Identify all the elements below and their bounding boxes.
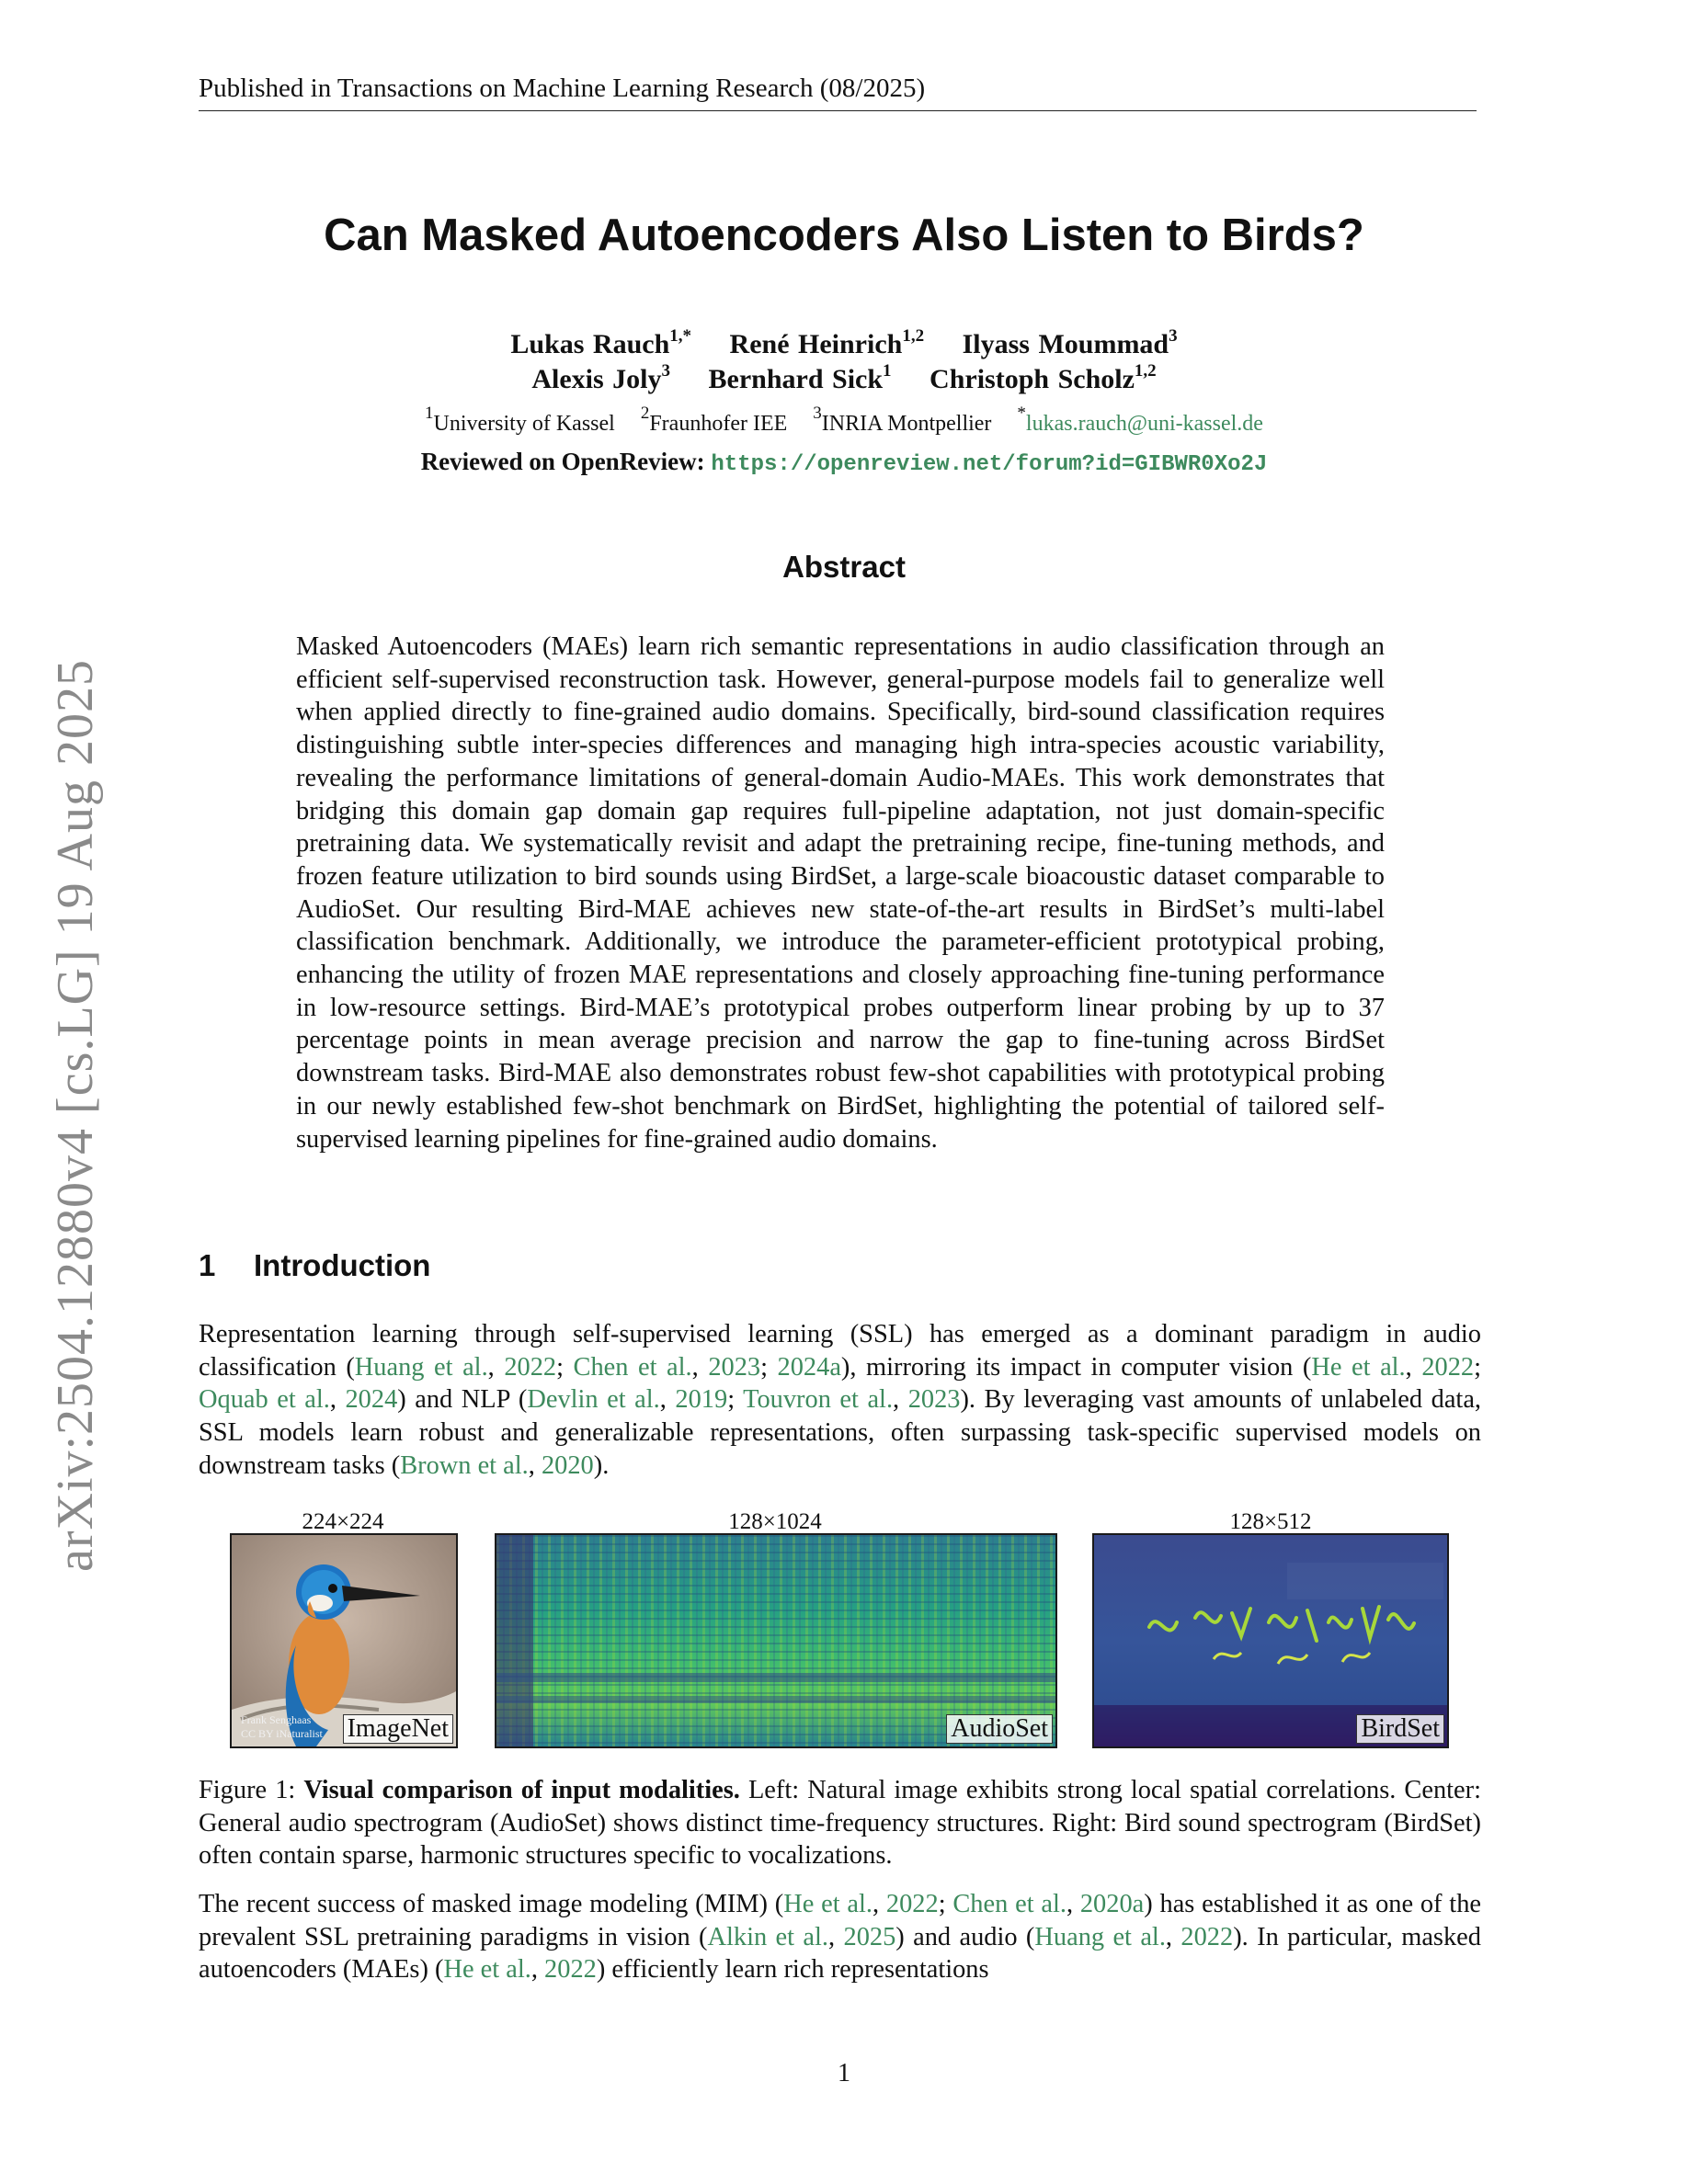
- affiliation: $^1$University of Kassel: [425, 404, 615, 436]
- paragraph-text: ,: [1165, 1922, 1181, 1951]
- author: Lukas Rauch$^{1,*}$: [510, 326, 692, 359]
- abstract-heading: Abstract: [782, 550, 906, 584]
- birdset-spectrogram-panel: [1092, 1533, 1449, 1748]
- paragraph-text: ,: [487, 1352, 505, 1382]
- author: Christoph Scholz$^{1,2}$: [930, 361, 1157, 394]
- citation-link[interactable]: 2022: [1421, 1352, 1475, 1382]
- paragraph-text: ,: [893, 1385, 908, 1415]
- citation-link[interactable]: Brown et al.: [400, 1450, 529, 1480]
- paragraph-text: ), mirroring its impact in computer vision (: [840, 1352, 1312, 1382]
- citation-link[interactable]: 2022: [1180, 1922, 1234, 1951]
- citation-link[interactable]: 2024a: [777, 1352, 841, 1382]
- paragraph-text: ) has established it as one of the prevalent SSL pretraining paradigms in vision (: [199, 1890, 1481, 1951]
- section-number: 1: [199, 1248, 216, 1282]
- citation-link[interactable]: He et al.: [1311, 1352, 1406, 1382]
- panel-size-label: 128×512: [1229, 1509, 1312, 1534]
- paragraph-text: ,: [691, 1352, 709, 1382]
- citation-link[interactable]: He et al.: [443, 1955, 531, 1985]
- paragraph-text: ).: [593, 1450, 610, 1480]
- affiliation: $^2$Fraunhofer IEE: [640, 404, 788, 436]
- openreview-link[interactable]: https://openreview.net/forum?id=GIBWR0Xo2J: [711, 452, 1268, 477]
- citation-link[interactable]: Touvron et al.: [743, 1385, 894, 1415]
- citation-link[interactable]: 2019: [675, 1385, 728, 1415]
- intro-paragraph-2: [199, 1888, 1481, 1986]
- caption-prefix: Figure 1:: [199, 1776, 304, 1804]
- paragraph-text: ,: [528, 1450, 542, 1480]
- affiliation: $^3$INRIA Montpellier: [813, 404, 992, 436]
- journal-header: Published in Transactions on Machine Learning Research (08/2025): [199, 66, 1477, 111]
- citation-link[interactable]: 2022: [504, 1352, 557, 1382]
- citation-link[interactable]: 2025: [843, 1922, 896, 1951]
- paragraph-text: ,: [828, 1922, 844, 1951]
- panel-size-label: 224×224: [302, 1509, 384, 1534]
- citation-link[interactable]: Chen et al.: [952, 1890, 1066, 1918]
- citation-link[interactable]: 2023: [907, 1385, 961, 1415]
- intro-paragraph-1: [199, 1318, 1481, 1483]
- citation-link[interactable]: Huang et al.: [354, 1352, 488, 1382]
- panel-tag-audioset: AudioSet: [946, 1714, 1053, 1744]
- paragraph-text: ,: [329, 1385, 346, 1415]
- paragraph-text: ,: [1066, 1890, 1080, 1918]
- citation-link[interactable]: 2022: [885, 1890, 939, 1918]
- panel-tag-birdset: BirdSet: [1356, 1714, 1444, 1744]
- kingfisher-image-panel: [230, 1533, 458, 1748]
- paper-title: Can Masked Autoencoders Also Listen to Birds?: [324, 210, 1364, 260]
- author: Ilyass Moummad$^3$: [962, 326, 1178, 359]
- paragraph-text: ;: [760, 1352, 778, 1382]
- citation-link[interactable]: Oquab et al.: [199, 1385, 330, 1415]
- paragraph-text: ,: [873, 1890, 886, 1918]
- paragraph-text: ;: [1474, 1352, 1481, 1382]
- author: Alexis Joly$^3$: [531, 361, 670, 394]
- citation-link[interactable]: 2022: [544, 1955, 597, 1985]
- paragraph-text: ,: [659, 1385, 676, 1415]
- page-number: 1: [838, 2059, 850, 2087]
- authors-line-1: [0, 326, 1688, 360]
- openreview-line: [0, 448, 1688, 477]
- paragraph-text: ;: [938, 1890, 953, 1918]
- citation-link[interactable]: Huang et al.: [1034, 1922, 1166, 1951]
- contact-email[interactable]: *lukas.rauch@uni-kassel.de: [1017, 404, 1263, 436]
- citation-link[interactable]: 2020: [541, 1450, 594, 1480]
- citation-link[interactable]: Chen et al.: [573, 1352, 692, 1382]
- panel-tag-imagenet: ImageNet: [343, 1714, 453, 1744]
- citation-link[interactable]: 2024: [345, 1385, 398, 1415]
- authors-line-2: [0, 361, 1688, 395]
- paragraph-text: ,: [530, 1955, 545, 1985]
- paragraph-text: ). In particular, masked autoencoders (MAEs) (: [199, 1922, 1481, 1985]
- paragraph-text: ) and audio (: [895, 1922, 1035, 1951]
- panel-size-label: 128×1024: [728, 1509, 822, 1534]
- paragraph-text: ;: [556, 1352, 574, 1382]
- paragraph-text: ). By leveraging vast amounts of unlabeled data, SSL models learn robust and generalizable representations, often surpassing task-specific supervised models on downstream tasks (: [199, 1385, 1482, 1480]
- author: Bernhard Sick$^1$: [708, 361, 892, 394]
- caption-text: Left: Natural image exhibits strong local spatial correlations. Center: General audio spectrogram (AudioSet) shows distinct time-frequency structures. Right: Bird sound spectrogram (BirdSet) often contain sparse, harmonic structures specific to vocalizations.: [199, 1776, 1481, 1871]
- audioset-spectrogram-panel: [495, 1533, 1057, 1748]
- abstract-text: Masked Autoencoders (MAEs) learn rich semantic representations in audio classification through an efficient self-supervised reconstruction task. However, general-purpose models fail to generalize well when applied directly to fine-grained audio domains. Specifically, bird-sound classification requires distinguishing subtle inter-species differences and managing high intra-species acoustic variability, revealing the performance limitations of general-domain Audio-MAEs. This work demonstrates that bridging this domain gap domain gap requires full-pipeline adaptation, not just domain-specific pretraining data. We systematically revisit and adapt the pretraining recipe, fine-tuning methods, and frozen feature utilization to bird sounds using BirdSet, a large-scale bioacoustic dataset comparable to AudioSet. Our resulting Bird-MAE achieves new state-of-the-art results in BirdSet’s multi-label classification benchmark. Additionally, we introduce the parameter-efficient prototypical probing, enhancing the utility of frozen MAE representations and closely approaching fine-tuning performance in low-resource settings. Bird-MAE’s prototypical probes outperform linear probing by up to 37 percentage points in mean average precision and narrow the gap to fine-tuning across BirdSet downstream tasks. Bird-MAE also demonstrates robust few-shot capabilities with prototypical probing in our newly established few-shot benchmark on BirdSet, highlighting the potential of tailored self-supervised learning pipelines for fine-grained audio domains.: [296, 632, 1385, 1154]
- paragraph-text: ;: [727, 1385, 744, 1415]
- image-credit: Frank Senghaas CC BY iNaturalist: [241, 1713, 323, 1740]
- section-title: Introduction: [254, 1248, 431, 1282]
- paragraph-text: ,: [1405, 1352, 1422, 1382]
- paragraph-text: The recent success of masked image modeling (MIM) (: [199, 1890, 784, 1918]
- citation-link[interactable]: 2023: [708, 1352, 761, 1382]
- citation-link[interactable]: Alkin et al.: [707, 1922, 829, 1951]
- openreview-label: Reviewed on OpenReview:: [420, 448, 705, 475]
- paragraph-text: Representation learning through self-supervised learning (SSL) has emerged as a dominant paradigm in audio classification (: [199, 1320, 1481, 1382]
- citation-link[interactable]: Devlin et al.: [527, 1385, 660, 1415]
- figure-caption: [199, 1774, 1481, 1872]
- citation-link[interactable]: 2020a: [1079, 1890, 1145, 1918]
- caption-bold: Visual comparison of input modalities.: [303, 1776, 740, 1804]
- paragraph-text: ) efficiently learn rich representations: [596, 1955, 989, 1985]
- citation-link[interactable]: He et al.: [783, 1890, 873, 1918]
- paragraph-text: ) and NLP (: [397, 1385, 528, 1415]
- affiliations: [0, 404, 1688, 437]
- section-heading: [199, 1248, 430, 1283]
- author: René Heinrich$^{1,2}$: [729, 326, 925, 359]
- arxiv-stamp: arXiv:2504.12880v4 [cs.LG] 19 Aug 2025: [47, 658, 104, 1572]
